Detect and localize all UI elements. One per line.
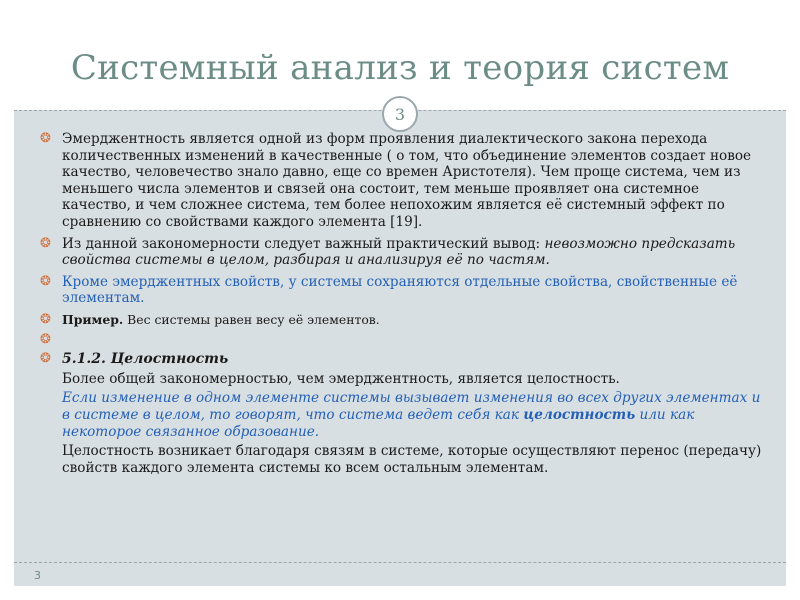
paragraph-text: Целостность возникает благодаря связям в системе, которые осуществляют перенос (передачу) свойств каждого элемента системы ко всем остальным элементам.	[62, 443, 762, 476]
page-number: 3	[34, 569, 41, 582]
integrity-term: целостность	[523, 406, 636, 423]
example-label: Пример.	[62, 311, 124, 327]
bullet-icon: ❂	[40, 131, 51, 146]
paragraph-emergence	[40, 131, 770, 231]
bullet-icon: ❂	[40, 273, 51, 289]
slide-number-badge: 3	[382, 96, 418, 132]
bullet-icon: ❂	[40, 331, 51, 347]
paragraph-integrity-definition	[40, 390, 770, 440]
slide-content	[40, 131, 770, 481]
bullet-icon: ❂	[40, 235, 51, 251]
paragraph-text: Более общей закономерностью, чем эмерджентность, является целостность.	[62, 370, 620, 387]
paragraph-text: Из данной закономерности следует важный практический вывод:	[62, 235, 545, 252]
bullet-icon: ❂	[40, 351, 51, 367]
footer-divider	[14, 562, 786, 563]
paragraph-text: Вес системы равен весу её элементов.	[123, 311, 380, 327]
section-heading	[40, 351, 770, 368]
bullet-icon: ❂	[40, 311, 51, 327]
paragraph-text: Эмерджентность является одной из форм проявления диалектического закона перехода количественных изменений в качественные ( о том, что объединение элементов создает новое качество, человечество знало давно, еще со времен Аристотеля). Чем проще система, чем из меньшего числа элементов и связей она состоит, тем меньше проявляет она системное качество, и чем сложнее система, тем более непохожим является её системный эффект по сравнению со свойствами каждого элемента [19].	[62, 131, 752, 230]
paragraph-italic: невозможно предсказать свойства системы в целом, разбирая и анализируя её по частям.	[62, 235, 736, 269]
heading-text: 5.1.2. Целостность	[62, 351, 229, 368]
paragraph-conclusion	[40, 236, 770, 269]
paragraph-italic-end: или как некоторое связанное образование.	[62, 406, 695, 440]
paragraph-italic: Если изменение в одном элементе системы вызывает изменения во всех других элементах и в системе в целом, то говорят, что система ведет себя как	[62, 390, 761, 423]
paragraph-example	[40, 312, 770, 329]
slide-title: Системный анализ и теория систем	[70, 48, 730, 88]
paragraph-element-properties	[40, 274, 770, 307]
slide-panel	[14, 14, 786, 586]
paragraph-integrity-intro	[40, 371, 770, 388]
paragraph-text: Кроме эмерджентных свойств, у системы сохраняются отдельные свойства, свойственные её элементам.	[62, 273, 738, 307]
paragraph-empty	[40, 332, 770, 349]
paragraph-integrity-links	[40, 443, 770, 476]
